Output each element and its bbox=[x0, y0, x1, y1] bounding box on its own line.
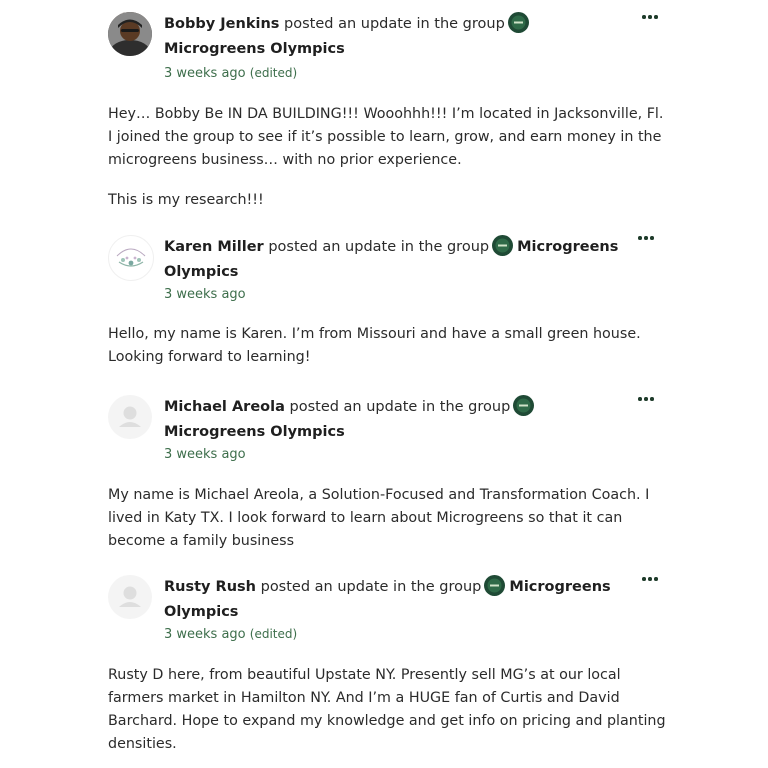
post-header bbox=[164, 12, 634, 62]
author-name[interactable]: Rusty Rush bbox=[164, 579, 256, 595]
post-meta bbox=[164, 66, 297, 81]
more-options-icon[interactable] bbox=[636, 233, 656, 243]
more-options-icon[interactable] bbox=[640, 12, 660, 22]
more-options-icon[interactable] bbox=[636, 394, 656, 404]
action-text: posted an update in the group bbox=[284, 16, 505, 32]
action-text: posted an update in the group bbox=[268, 239, 490, 255]
timestamp-link[interactable]: 3 weeks ago bbox=[164, 66, 246, 81]
avatar[interactable] bbox=[108, 575, 152, 619]
group-name-link[interactable]: Microgreens Olympics bbox=[164, 41, 345, 57]
group-name-link[interactable]: Microgreens Olympics bbox=[164, 239, 619, 280]
user-placeholder-icon bbox=[108, 395, 152, 439]
post-meta bbox=[164, 447, 246, 462]
author-name[interactable]: Bobby Jenkins bbox=[164, 16, 280, 32]
user-photo-icon bbox=[108, 12, 152, 56]
post-content bbox=[108, 103, 668, 229]
post-paragraph: Rusty D here, from beautiful Upstate NY. Presently sell MG’s at our local farmers market in Hamilton NY. And I’m a HUGE fan of Curtis and David Barchard. Hope to expand my knowledge and get info on pricing and planting densities. bbox=[108, 667, 666, 752]
post-paragraph: This is my research!!! bbox=[108, 192, 264, 208]
post-content bbox=[108, 484, 668, 570]
floral-logo-icon bbox=[109, 236, 153, 280]
post-header bbox=[164, 235, 634, 285]
post-paragraph: Hello, my name is Karen. I’m from Missouri and have a small green house. Looking forward to learning! bbox=[108, 326, 641, 365]
more-options-icon[interactable] bbox=[640, 574, 660, 584]
timestamp-link[interactable]: 3 weeks ago bbox=[164, 627, 246, 642]
edited-label: (edited) bbox=[249, 627, 298, 641]
author-name[interactable]: Karen Miller bbox=[164, 239, 264, 255]
action-text: posted an update in the group bbox=[289, 399, 511, 415]
group-logo-icon[interactable] bbox=[492, 235, 513, 256]
post-meta bbox=[164, 627, 297, 642]
group-logo-icon[interactable] bbox=[513, 395, 534, 416]
timestamp-link[interactable]: 3 weeks ago bbox=[164, 287, 246, 302]
group-logo-icon[interactable] bbox=[508, 12, 529, 33]
post-meta bbox=[164, 287, 246, 302]
action-text: posted an update in the group bbox=[260, 579, 482, 595]
group-name-link[interactable]: Microgreens Olympics bbox=[164, 579, 611, 620]
post-content bbox=[108, 323, 668, 386]
user-placeholder-icon bbox=[108, 575, 152, 619]
edited-label: (edited) bbox=[249, 66, 298, 80]
timestamp-link[interactable]: 3 weeks ago bbox=[164, 447, 246, 462]
post-header bbox=[164, 575, 634, 625]
post-header bbox=[164, 395, 634, 445]
group-logo-icon[interactable] bbox=[484, 575, 505, 596]
post-content bbox=[108, 664, 668, 768]
avatar[interactable] bbox=[108, 395, 152, 439]
avatar[interactable] bbox=[108, 235, 154, 281]
post-paragraph: Hey… Bobby Be IN DA BUILDING!!! Wooohhh!!! I’m located in Jacksonville, Fl. I joined the group to see if it’s possible to learn, grow, and earn money in the microgreens business… with no prior experience. bbox=[108, 106, 664, 168]
avatar[interactable] bbox=[108, 12, 152, 56]
author-name[interactable]: Michael Areola bbox=[164, 399, 285, 415]
post-paragraph: My name is Michael Areola, a Solution-Focused and Transformation Coach. I lived in Katy TX. I look forward to learn about Microgreens so that it can become a family business bbox=[108, 487, 650, 549]
group-name-link[interactable]: Microgreens Olympics bbox=[164, 424, 345, 440]
